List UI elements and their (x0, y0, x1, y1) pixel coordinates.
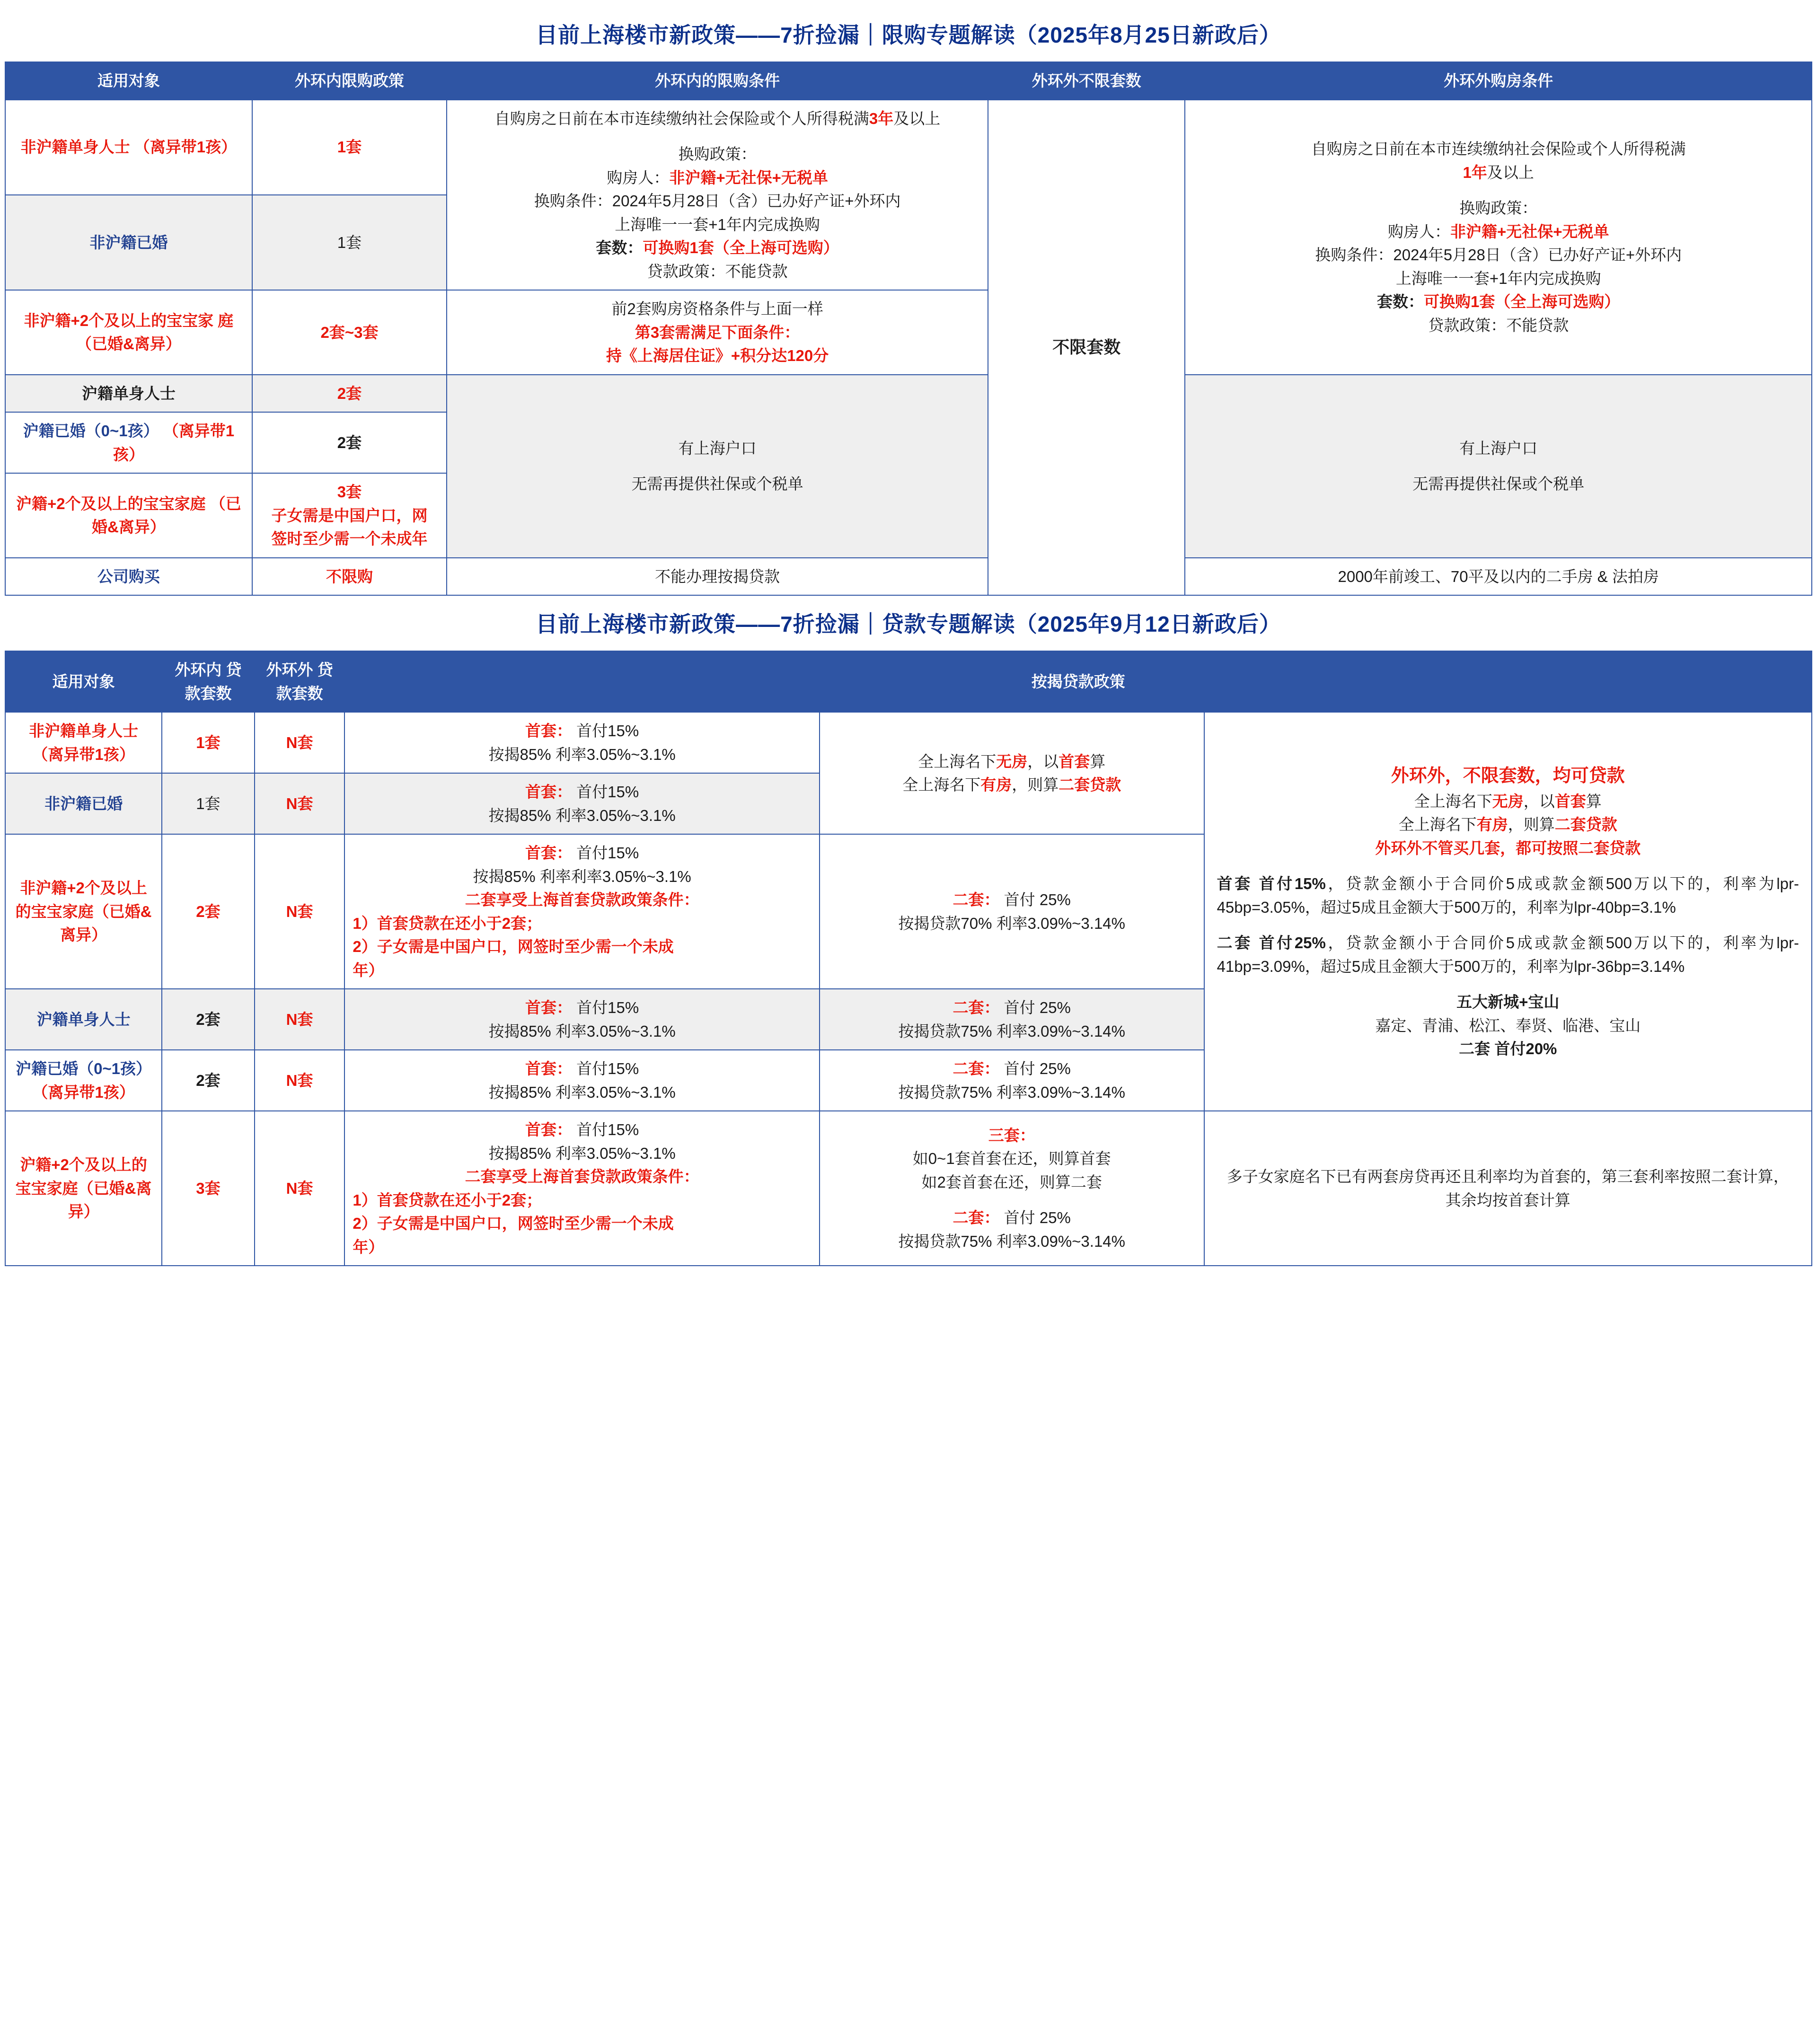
outer-unlimited-cell: 不限套数 (988, 100, 1185, 596)
row-target-7: 公司购买 (5, 558, 252, 596)
loan-outer-count-1: N套 (255, 712, 345, 773)
row-inner-quota-5: 2套 (252, 412, 447, 473)
loan-inner-count-3: 2套 (162, 834, 255, 989)
row-inner-quota-6: 3套 子女需是中国户口，网 签时至少需一个未成年 (252, 473, 447, 558)
loan-inner-count-2: 1套 (162, 773, 255, 834)
loan-second-home-4: 二套： 首付 25% 按揭贷款75% 利率3.09%~3.14% (820, 989, 1204, 1050)
table-header-row (5, 651, 1812, 712)
row-target-1: 非沪籍单身人士 （离异带1孩） (5, 100, 252, 195)
loan-second-home-5: 二套： 首付 25% 按揭贷款75% 利率3.09%~3.14% (820, 1050, 1204, 1111)
loan-row-target-3: 非沪籍+2个及以上 的宝宝家庭（已婚& 离异） (5, 834, 162, 989)
loan-policy-1: 首套： 首付15% 按揭85% 利率3.05%~3.1% (344, 712, 819, 773)
loan-outer-count-5: N套 (255, 1050, 345, 1111)
loan-policy-3: 首套： 首付15% 按揭85% 利率利率3.05%~3.1% 二套享受上海首套贷款政策条件： 1）首套贷款在还小于2套； 2）子女需是中国户口，网签时至少需一个未成 年） (344, 834, 819, 989)
row-target-5: 沪籍已婚（0~1孩） （离异带1孩） (5, 412, 252, 473)
inner-conditions-block-1: 自购房之日前在本市连续缴纳社会保险或个人所得税满3年及以上 换购政策： 购房人：非沪籍+无社保+无税单 换购条件：2024年5月28日（含）已办好产证+外环内 上海唯一一套+1年内完成换购 套数：可换购1套（全上海可选购） 贷款政策：不能贷款 (447, 100, 988, 291)
col-header-inner-loan-count: 外环内 贷款套数 (162, 651, 255, 712)
row-target-3: 非沪籍+2个及以上的宝宝家 庭（已婚&离异） (5, 290, 252, 375)
outer-conditions-block: 自购房之日前在本市连续缴纳社会保险或个人所得税满 1年及以上 换购政策： 购房人：非沪籍+无社保+无税单 换购条件：2024年5月28日（含）已办好产证+外环内 上海唯一一套+1年内完成换购 套数：可换购1套（全上海可选购） 贷款政策：不能贷款 (1185, 100, 1812, 375)
row-target-2: 非沪籍已婚 (5, 195, 252, 290)
loan-inner-count-5: 2套 (162, 1050, 255, 1111)
loan-policy-6: 首套： 首付15% 按揭85% 利率3.05%~3.1% 二套享受上海首套贷款政策条件： 1）首套贷款在还小于2套； 2）子女需是中国户口，网签时至少需一个未成 年） (344, 1111, 819, 1266)
row-target-4: 沪籍单身人士 (5, 375, 252, 413)
loan-row-target-6: 沪籍+2个及以上的 宝宝家庭（已婚&离 异） (5, 1111, 162, 1266)
col-header-inner-conditions: 外环内的限购条件 (447, 62, 988, 100)
row-inner-quota-7: 不限购 (252, 558, 447, 596)
loan-inner-count-6: 3套 (162, 1111, 255, 1266)
row-inner-quota-3: 2套~3套 (252, 290, 447, 375)
inner-conditions-hukou: 有上海户口 无需再提供社保或个税单 (447, 375, 988, 558)
loan-row-target-4: 沪籍单身人士 (5, 989, 162, 1050)
loan-second-home-3: 二套： 首付 25% 按揭贷款70% 利率3.09%~3.14% (820, 834, 1204, 989)
company-outer-note: 2000年前竣工、70平及以内的二手房 & 法拍房 (1185, 558, 1812, 596)
loan-single-note-merged: 全上海名下无房，以首套算 全上海名下有房，则算二套贷款 (820, 712, 1204, 834)
row-target-6: 沪籍+2个及以上的宝宝家庭 （已婚&离异） (5, 473, 252, 558)
loan-outer-count-2: N套 (255, 773, 345, 834)
table-row (5, 1111, 1812, 1266)
loan-policy-5: 首套： 首付15% 按揭85% 利率3.05%~3.1% (344, 1050, 819, 1111)
outer-ring-loan-panel: 外环外，不限套数，均可贷款 全上海名下无房，以首套算 全上海名下有房，则算二套贷款 外环外不管买几套，都可按照二套贷款 首套 首付15%，贷款金额小于合同价5成或款金额500万以下的，利率为lpr-45bp=3.05%，超过5成且金额大于500万的，利率为lpr-40bp=3.1% 二套 首付25%，贷款金额小于合同价5成或款金额500万以下的，利率为lpr-41bp=3.09%，超过5成且金额大于500万的，利率为lpr-36bp=3.14% 五大新城+宝山 嘉定、青浦、松江、奉贤、临港、宝山 二套 首付20% (1204, 712, 1812, 1111)
row-inner-quota-2: 1套 (252, 195, 447, 290)
outer-conditions-hukou: 有上海户口 无需再提供社保或个税单 (1185, 375, 1812, 558)
table-row (5, 712, 1812, 773)
loan-row-target-1: 非沪籍单身人士 （离异带1孩） (5, 712, 162, 773)
row-inner-quota-1: 1套 (252, 100, 447, 195)
loan-row-target-2: 非沪籍已婚 (5, 773, 162, 834)
row-inner-quota-4: 2套 (252, 375, 447, 413)
table-row (5, 558, 1812, 596)
loan-outer-count-4: N套 (255, 989, 345, 1050)
loan-inner-count-4: 2套 (162, 989, 255, 1050)
col-header-mortgage-policy: 按揭贷款政策 (344, 651, 1812, 712)
inner-conditions-block-2: 前2套购房资格条件与上面一样 第3套需满足下面条件： 持《上海居住证》+积分达120分 (447, 290, 988, 375)
loan-row-target-5: 沪籍已婚（0~1孩） （离异带1孩） (5, 1050, 162, 1111)
col-header-outer-loan-count: 外环外 贷款套数 (255, 651, 345, 712)
col-header-target: 适用对象 (5, 651, 162, 712)
loan-policy-2: 首套： 首付15% 按揭85% 利率3.05%~3.1% (344, 773, 819, 834)
table-row (5, 375, 1812, 413)
loan-outer-count-3: N套 (255, 834, 345, 989)
col-header-outer-unlimited: 外环外不限套数 (988, 62, 1185, 100)
table-header-row (5, 62, 1812, 100)
section-2-title: 目前上海楼市新政策——7折捡漏｜贷款专题解读（2025年9月12日新政后） (5, 596, 1812, 651)
loan-third-home-6: 三套： 如0~1套首套在还，则算首套 如2套首套在还，则算二套 二套： 首付 25% 按揭贷款75% 利率3.09%~3.14% (820, 1111, 1204, 1266)
mortgage-policy-table (5, 651, 1812, 1266)
col-header-outer-conditions: 外环外购房条件 (1185, 62, 1812, 100)
table-row (5, 100, 1812, 195)
loan-outer-count-6: N套 (255, 1111, 345, 1266)
col-header-inner-quota: 外环内限购政策 (252, 62, 447, 100)
purchase-restriction-table (5, 62, 1812, 596)
company-inner-note: 不能办理按揭贷款 (447, 558, 988, 596)
loan-inner-count-1: 1套 (162, 712, 255, 773)
multi-child-bottom-note: 多子女家庭名下已有两套房贷再还且利率均为首套的，第三套利率按照二套计算，其余均按首套计算 (1204, 1111, 1812, 1266)
section-1-title: 目前上海楼市新政策——7折捡漏｜限购专题解读（2025年8月25日新政后） (5, 7, 1812, 62)
loan-policy-4: 首套： 首付15% 按揭85% 利率3.05%~3.1% (344, 989, 819, 1050)
col-header-target: 适用对象 (5, 62, 252, 100)
